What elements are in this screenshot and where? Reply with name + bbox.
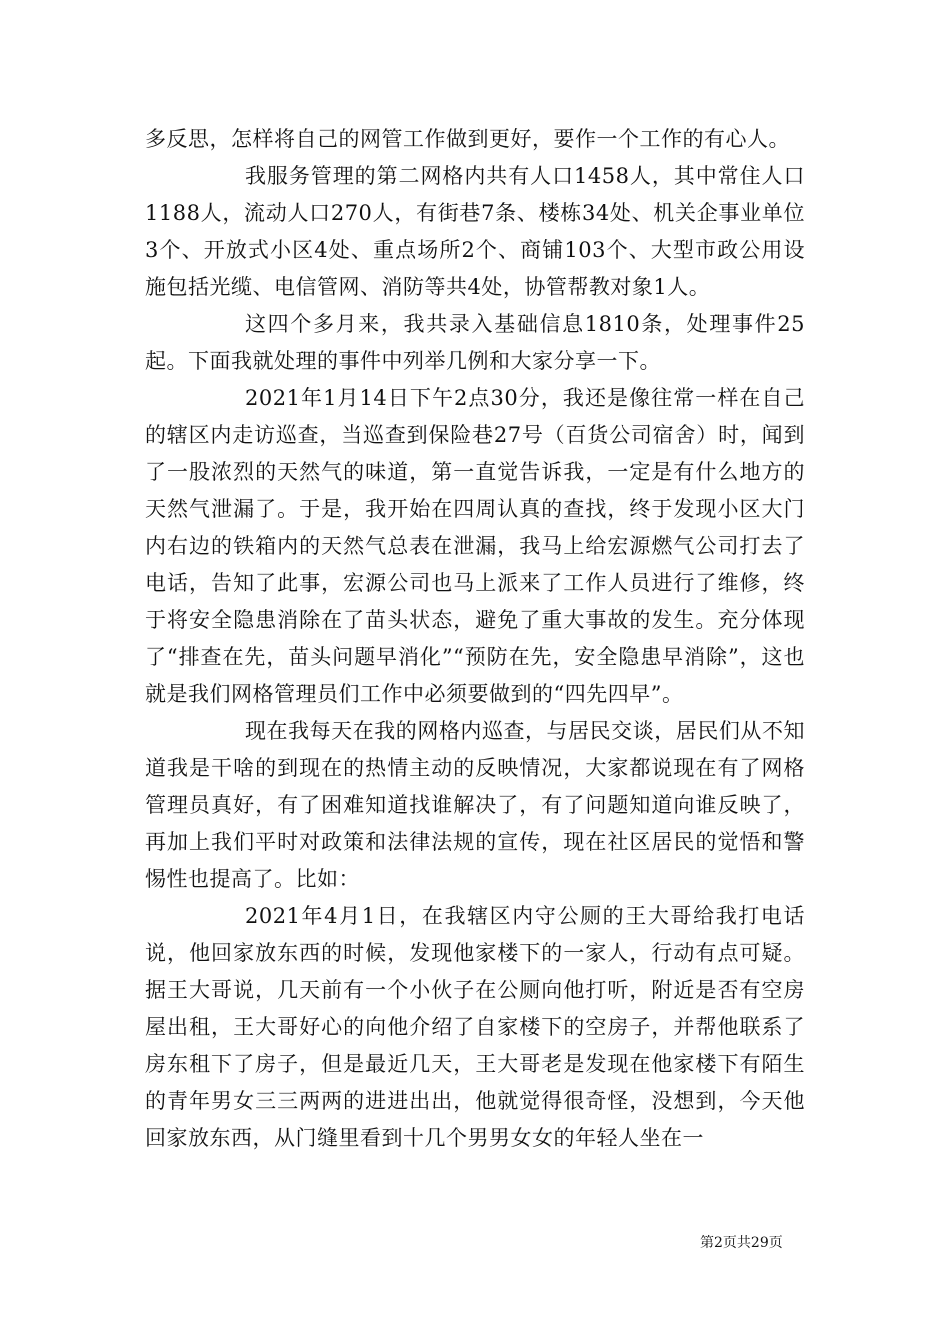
paragraph-6: 2021年4月1日，在我辖区内守公厕的王大哥给我打电话说，他回家放东西的时候，发现他家楼下的一家人，行动有点可疑。据王大哥说，几天前有一个小伙子在公厕向他打听，附近是否有空房屋出租，王大哥好心的向他介绍了自家楼下的空房子，并帮他联系了房东租下了房子，但是最近几天，王大哥老是发现在他家楼下有陌生的青年男女三三两两的进进出出，他就觉得很奇怪，没想到，今天他回家放东西，从门缝里看到十几个男男女女的年轻人坐在一 xyxy=(145,904,805,1150)
page-number-footer: 第2页共29页 xyxy=(700,1235,783,1251)
paragraph-1: 多反思，怎样将自己的网管工作做到更好，要作一个工作的有心人。 xyxy=(145,127,790,151)
paragraph-2: 我服务管理的第二网格内共有人口1458人，其中常住人口1188人，流动人口270人，有街巷7条、楼栋34处、机关企事业单位3个、开放式小区4处、重点场所2个、商铺103个、大型市政公用设施包括光缆、电信管网、消防等共4处，协管帮教对象1人。 xyxy=(145,164,805,299)
paragraph-5: 现在我每天在我的网格内巡查，与居民交谈，居民们从不知道我是干啥的到现在的热情主动的反映情况，大家都说现在有了网格管理员真好，有了困难知道找谁解决了，有了问题知道向谁反映了，再加上我们平时对政策和法律法规的宣传，现在社区居民的觉悟和警惕性也提高了。比如： xyxy=(145,719,805,891)
paragraph-3: 这四个多月来，我共录入基础信息1810条，处理事件25起。下面我就处理的事件中列举几例和大家分享一下。 xyxy=(145,312,805,373)
document-body xyxy=(145,121,805,1157)
paragraph-4: 2021年1月14日下午2点30分，我还是像往常一样在自己的辖区内走访巡查，当巡查到保险巷27号（百货公司宿舍）时，闻到了一股浓烈的天然气的味道，第一直觉告诉我，一定是有什么地方的天然气泄漏了。于是，我开始在四周认真的查找，终于发现小区大门内右边的铁箱内的天然气总表在泄漏，我马上给宏源燃气公司打去了电话，告知了此事，宏源公司也马上派来了工作人员进行了维修，终于将安全隐患消除在了苗头状态，避免了重大事故的发生。充分体现了“排查在先，苗头问题早消化”“预防在先，安全隐患早消除”，这也就是我们网格管理员们工作中必须要做到的“四先四早”。 xyxy=(145,386,805,706)
